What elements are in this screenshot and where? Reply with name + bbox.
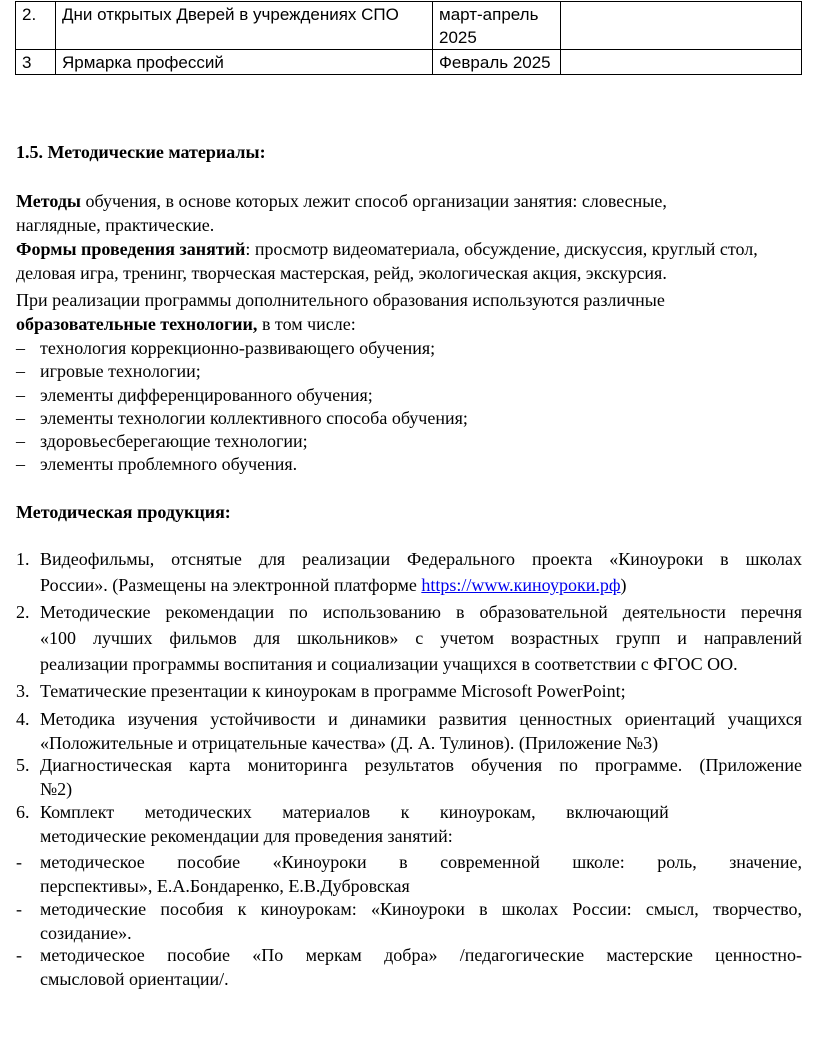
product-3: Тематические презентации к киноурокам в программе Microsoft PowerPoint; bbox=[40, 681, 626, 701]
subitem-3-line2: смысловой ориентации/. bbox=[40, 969, 229, 989]
list-number: 4. bbox=[16, 709, 30, 729]
list-number: 1. bbox=[16, 549, 30, 569]
product-2-line3: реализации программы воспитания и социализации учащихся в соответствии с ФГОС ОО. bbox=[40, 654, 738, 674]
methods-paragraph bbox=[16, 190, 746, 237]
product-1-line1: Видеофильмы, отснятые для реализации Федерального проекта «Киноуроки в школах bbox=[40, 549, 802, 569]
product-2-line2: «100 лучших фильмов для школьников» с учетом возрастных групп и направлений bbox=[40, 628, 802, 648]
product-1-line2 bbox=[40, 575, 802, 596]
row-event-name: Ярмарка профессий bbox=[56, 50, 433, 75]
subitem-1-line1: методическое пособие «Киноуроки в современной школе: роль, значение, bbox=[40, 852, 802, 872]
methods-label: Методы bbox=[16, 191, 81, 211]
table-row bbox=[16, 50, 802, 75]
product-6-line1: Комплект методических материалов к киноурокам, включающий bbox=[40, 802, 669, 822]
list-dash: – bbox=[16, 361, 25, 381]
methods-text: обучения, в основе которых лежит способ организации занятия: словесные, наглядные, практические. bbox=[16, 191, 667, 235]
list-item: элементы дифференцированного обучения; bbox=[40, 385, 373, 405]
product-5-line1: Диагностическая карта мониторинга результатов обучения по программе. (Приложение bbox=[40, 755, 802, 775]
row-date: Февраль 2025 bbox=[433, 50, 561, 75]
section-title: 1.5. Методические материалы: bbox=[16, 142, 266, 162]
product-title: Методическая продукция: bbox=[16, 502, 231, 522]
subitem-3-line1: методическое пособие «По меркам добра» /педагогические мастерские ценностно- bbox=[40, 945, 802, 965]
row-note bbox=[561, 2, 802, 50]
product-1-text: России». (Размещены на электронной платформе bbox=[40, 575, 422, 595]
table-row bbox=[16, 2, 802, 50]
list-dash: – bbox=[16, 385, 25, 405]
list-dash: – bbox=[16, 408, 25, 428]
row-event-name: Дни открытых Дверей в учреждениях СПО bbox=[56, 2, 433, 50]
list-item: игровые технологии; bbox=[40, 361, 201, 381]
product-4-line1: Методика изучения устойчивости и динамики развития ценностных ориентаций учащихся bbox=[40, 709, 802, 729]
list-number: 6. bbox=[16, 802, 30, 822]
list-number: 5. bbox=[16, 755, 30, 775]
list-dash: – bbox=[16, 454, 25, 474]
row-date: март-апрель 2025 bbox=[433, 2, 561, 50]
subitem-1-line2: перспективы», Е.А.Бондаренко, Е.В.Дубровская bbox=[40, 876, 410, 896]
list-dash: – bbox=[16, 431, 25, 451]
kinouroki-link[interactable]: https://www.киноуроки.рф bbox=[421, 575, 621, 595]
list-item: элементы проблемного обучения. bbox=[40, 454, 298, 474]
list-number: 3. bbox=[16, 681, 30, 701]
list-hyphen: - bbox=[16, 852, 22, 872]
forms-text: : просмотр видеоматериала, обсуждение, дискуссия, круглый стол, деловая игра, тренинг, творческая мастерская, рейд, экологическая акция, экскурсия. bbox=[16, 239, 758, 283]
forms-paragraph bbox=[16, 238, 791, 285]
list-number: 2. bbox=[16, 602, 30, 622]
list-item: здоровьесберегающие технологии; bbox=[40, 431, 308, 451]
list-item: элементы технологии коллективного способа обучения; bbox=[40, 408, 468, 428]
forms-label: Формы проведения занятий bbox=[16, 239, 246, 259]
events-table bbox=[15, 1, 802, 75]
list-item: технология коррекционно-развивающего обучения; bbox=[40, 338, 436, 358]
product-6-line2: методические рекомендации для проведения занятий: bbox=[40, 826, 453, 846]
subitem-2-line2: созидание». bbox=[40, 923, 132, 943]
row-number: 3 bbox=[16, 50, 56, 75]
product-4-line2: «Положительные и отрицательные качества» (Д. А. Тулинов). (Приложение №3) bbox=[40, 733, 659, 753]
subitem-2-line1: методические пособия к киноурокам: «Киноуроки в школах России: смысл, творчество, bbox=[40, 899, 802, 919]
list-hyphen: - bbox=[16, 899, 22, 919]
product-1-close: ) bbox=[620, 575, 627, 595]
tech-intro-line2 bbox=[16, 313, 802, 337]
list-dash: – bbox=[16, 338, 25, 358]
row-note bbox=[561, 50, 802, 75]
tech-intro: При реализации программы дополнительного образования используются различные bbox=[16, 290, 665, 310]
product-2-line1: Методические рекомендации по использованию в образовательной деятельности перечня bbox=[40, 602, 802, 622]
product-5-line2: №2) bbox=[40, 779, 73, 799]
list-hyphen: - bbox=[16, 945, 22, 965]
tech-tail: в том числе: bbox=[257, 314, 356, 334]
row-number: 2. bbox=[16, 2, 56, 50]
tech-label: образовательные технологии, bbox=[16, 314, 258, 334]
